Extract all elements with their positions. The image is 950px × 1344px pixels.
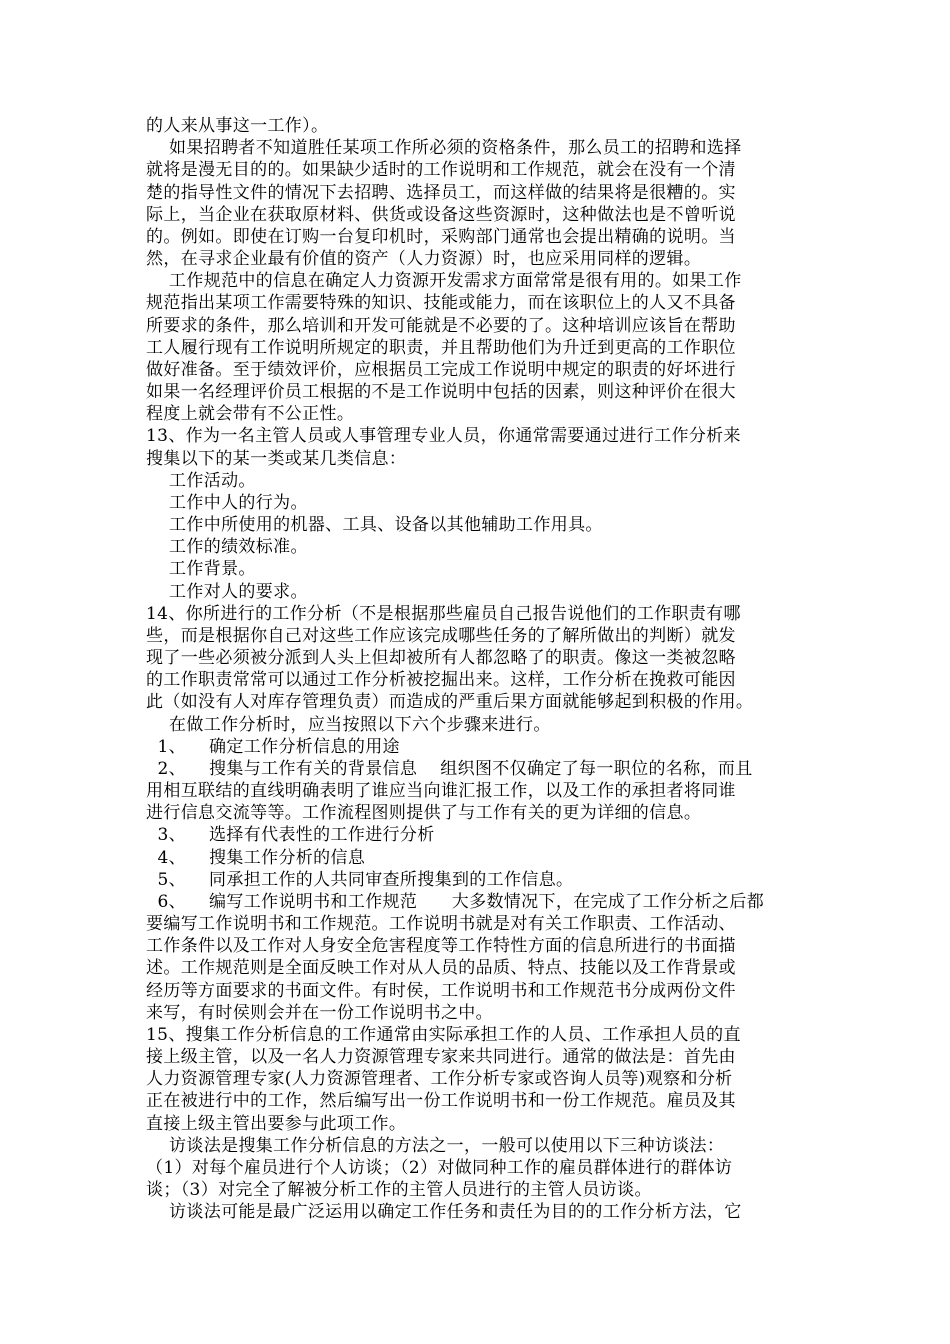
text-line: 工作活动。 — [146, 470, 256, 491]
text-line: 然，在寻求企业最有价值的资产（人力资源）时，也应采用同样的逻辑。 — [146, 249, 702, 270]
text-line: 规范指出某项工作需要特殊的知识、技能或能力，而在该职位上的人又不具备 — [146, 293, 736, 314]
text-line: 工作中所使用的机器、工具、设备以其他辅助工作用具。 — [146, 515, 603, 536]
text-line: 程度上就会带有不公正性。 — [146, 404, 355, 425]
text-line: 工作的绩效标准。 — [146, 537, 308, 558]
text-line: 正在被进行中的工作，然后编写出一份工作说明书和一份工作规范。雇员及其 — [146, 1091, 736, 1112]
text-line: 谈；（3）对完全了解被分析工作的主管人员进行的主管人员访谈。 — [146, 1180, 652, 1201]
text-line: 现了一些必须被分派到人头上但却被所有人都忽略了的职责。像这一类被忽略 — [146, 648, 736, 669]
text-line: 述。工作规范则是全面反映工作对从人员的品质、特点、技能以及工作背景或 — [146, 958, 736, 979]
text-line: 如果招聘者不知道胜任某项工作所必须的资格条件，那么员工的招聘和选择 — [146, 138, 742, 159]
text-line: 人力资源管理专家(人力资源管理者、工作分析专家或咨询人员等)观察和分析 — [146, 1069, 733, 1090]
text-line: 做好准备。至于绩效评价，应根据员工完成工作说明中规定的职责的好坏进行 — [146, 359, 736, 380]
text-line: 1、 确定工作分析信息的用途 — [146, 736, 400, 757]
text-line: 工作条件以及工作对人身安全危害程度等工作特性方面的信息所进行的书面描 — [146, 936, 736, 957]
text-line: 际上，当企业在获取原材料、供货或设备这些资源时，这种做法也是不曾听说 — [146, 204, 736, 225]
text-line: 此（如没有人对库存管理负责）而造成的严重后果方面就能够起到积极的作用。 — [146, 692, 754, 713]
text-line: 15、搜集工作分析信息的工作通常由实际承担工作的人员、工作承担人员的直 — [146, 1024, 741, 1045]
text-line: 工人履行现有工作说明所规定的职责，并且帮助他们为升迁到更高的工作职位 — [146, 337, 736, 358]
text-line: 4、 搜集工作分析的信息 — [146, 847, 366, 868]
text-line: 访谈法可能是最广泛运用以确定工作任务和责任为目的的工作分析方法，它 — [146, 1202, 742, 1223]
text-line: 3、 选择有代表性的工作进行分析 — [146, 825, 435, 846]
text-line: 工作背景。 — [146, 559, 256, 580]
text-line: 14、你所进行的工作分析（不是根据那些雇员自己报告说他们的工作职责有哪 — [146, 603, 741, 624]
text-line: 的工作职责常常可以通过工作分析被挖掘出来。这样，工作分析在挽救可能因 — [146, 670, 736, 691]
text-line: 楚的指导性文件的情况下去招聘、选择员工，而这样做的结果将是很糟的。实 — [146, 182, 736, 203]
text-line: 13、作为一名主管人员或人事管理专业人员，你通常需要通过进行工作分析来 — [146, 426, 741, 447]
text-line: 2、 搜集与工作有关的背景信息 组织图不仅确定了每一职位的名称，而且 — [146, 758, 753, 779]
text-line: 工作中人的行为。 — [146, 492, 308, 513]
text-line: 6、 编写工作说明书和工作规范 大多数情况下，在完成了工作分析之后都 — [146, 891, 765, 912]
text-line: 直接上级主管出要参与此项工作。 — [146, 1113, 407, 1134]
text-line: 所要求的条件，那么培训和开发可能就是不必要的了。这种培训应该旨在帮助 — [146, 315, 736, 336]
text-line: 就将是漫无目的的。如果缺少适时的工作说明和工作规范，就会在没有一个清 — [146, 160, 736, 181]
text-line: （1）对每个雇员进行个人访谈；（2）对做同种工作的雇员群体进行的群体访 — [146, 1157, 733, 1178]
text-line: 来写，有时侯则会并在一份工作说明书之中。 — [146, 1002, 493, 1023]
text-line: 在做工作分析时，应当按照以下六个步骤来进行。 — [146, 714, 551, 735]
text-line: 接上级主管，以及一名人力资源管理专家来共同进行。通常的做法是：首先由 — [146, 1047, 736, 1068]
text-line: 如果一名经理评价员工根据的不是工作说明中包括的因素，则这种评价在很大 — [146, 382, 736, 403]
text-line: 搜集以下的某一类或某几类信息： — [146, 448, 407, 469]
text-line: 的人来从事这一工作）。 — [146, 116, 329, 136]
text-line: 用相互联结的直线明确表明了谁应当向谁汇报工作，以及工作的承担者将同谁 — [146, 781, 736, 802]
text-line: 工作规范中的信息在确定人力资源开发需求方面常常是很有用的。如果工作 — [146, 271, 742, 292]
text-line: 进行信息交流等等。工作流程图则提供了与工作有关的更为详细的信息。 — [146, 803, 702, 824]
text-line: 些，而是根据你自己对这些工作应该完成哪些任务的了解所做出的判断）就发 — [146, 625, 736, 646]
text-line: 工作对人的要求。 — [146, 581, 308, 602]
text-line: 经历等方面要求的书面文件。有时侯，工作说明书和工作规范书分成两份文件 — [146, 980, 736, 1001]
text-line: 访谈法是搜集工作分析信息的方法之一，一般可以使用以下三种访谈法： — [146, 1135, 725, 1156]
text-line: 要编写工作说明书和工作规范。工作说明书就是对有关工作职责、工作活动、 — [146, 914, 736, 935]
text-line: 5、 同承担工作的人共同审查所搜集到的工作信息。 — [146, 869, 574, 890]
text-line: 的。例如。即使在订购一台复印机时，采购部门通常也会提出精确的说明。当 — [146, 226, 736, 247]
